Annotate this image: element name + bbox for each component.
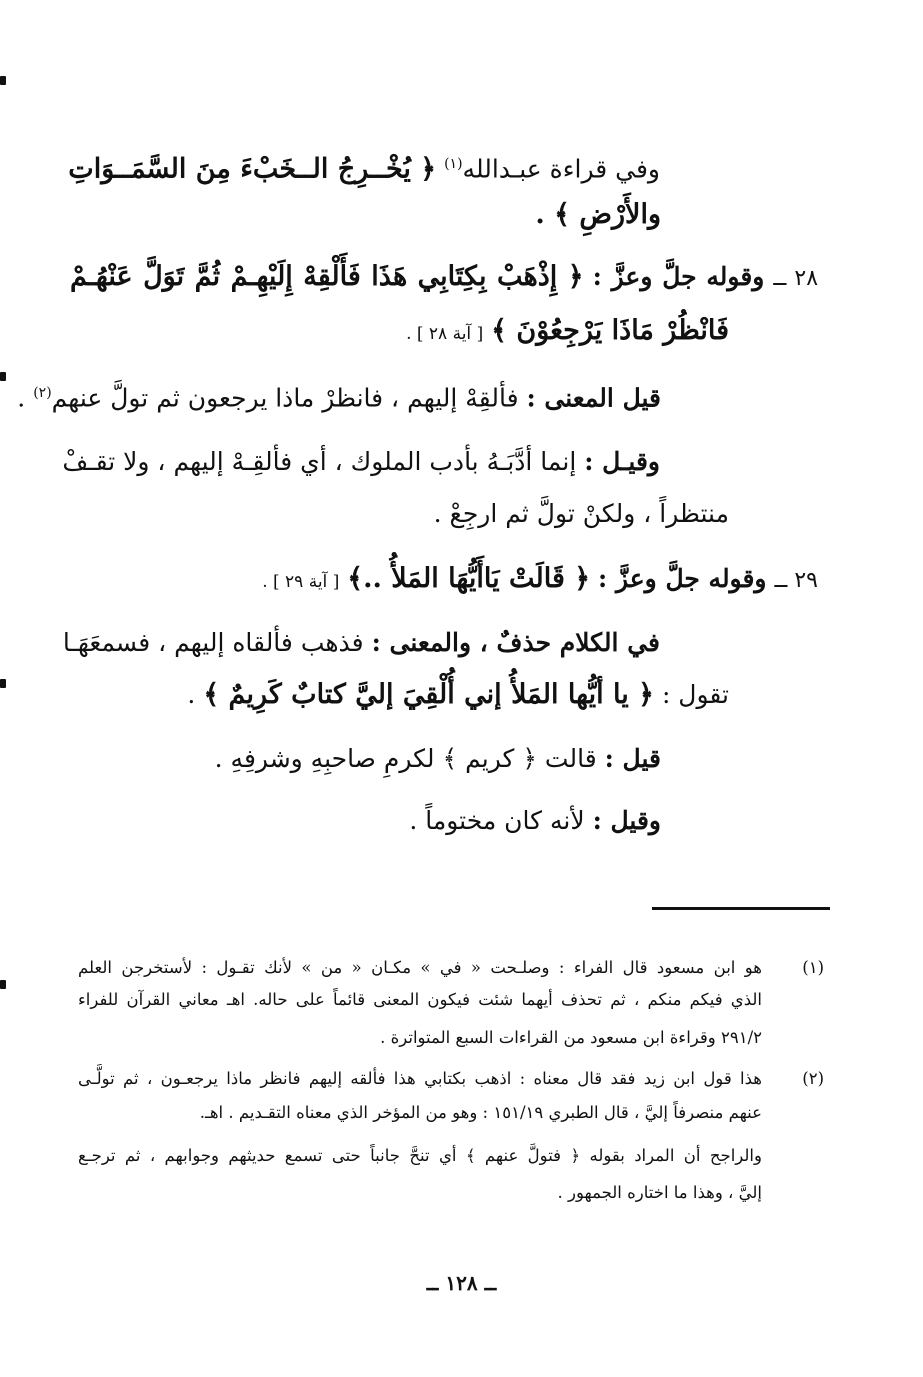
text-span: قالت ﴿ كريم ﴾ لكرمِ صاحبِهِ وشرفِهِ . [214, 744, 597, 773]
body-line [17, 374, 661, 417]
footnote-ref: (٢) [33, 385, 52, 401]
label: قيل المعنى : [526, 383, 661, 413]
body-line [68, 145, 660, 188]
label: وقيل : [592, 806, 661, 835]
verse-intro: وقوله جلَّ وعزَّ : [598, 564, 767, 593]
quran-quote: والأَرْضِ ﴾ . [535, 199, 661, 230]
text-span: تقول : [661, 680, 729, 709]
footnote-line: إليَّ ، وهذا ما اختاره الجمهور . [557, 1183, 762, 1202]
verse-number: ٢٨ ــ [773, 266, 819, 291]
verse-reference: [ آية ٢٨ ] . [406, 324, 484, 344]
verse-heading-28 [70, 258, 818, 298]
text-span: . [187, 680, 204, 709]
quran-quote: ﴿ إِذْهَبْ بِكِتَابِي هَذَا فَأَلْقِهْ إِلَيْهِـمْ ثُمَّ تَوَلَّ عَنْهُـمْ [70, 261, 584, 292]
body-line [535, 196, 661, 234]
quran-quote: ﴿ يا أيُّها المَلأُ إني أُلْقِيَ إليَّ كتابٌ كَرِيمٌ ﴾ [203, 679, 654, 710]
body-line [187, 676, 729, 714]
text-span: فذهب فألقاه إليهم ، فسمعَهَـا [62, 628, 364, 657]
footnote-line: هذا قول ابن زيد فقد قال معناه : اذهب بكتابي هذا فألقه إليهم فانظر ماذا يرجعـون ، ثم تولَّـى [78, 1069, 762, 1088]
verse-reference: [ آية ٢٩ ] . [262, 572, 340, 592]
body-line [62, 624, 660, 662]
text-span: فألقِهْ إليهم ، فانظرْ ماذا يرجعون ثم تولَّ عنهم [51, 383, 519, 413]
label: في الكلام حذفٌ ، والمعنى : [371, 628, 660, 657]
body-line [434, 495, 729, 533]
footnote-line: والراجح أن المراد بقوله ﴿ فتولَّ عنهم ﴾ أي تنحَّ جانباً حتى تسمع حديثهم وجوابهم ، ثم ترجـع [78, 1146, 762, 1165]
footnote-separator [652, 907, 830, 910]
quran-quote: ﴿ قَالَتْ يَاأَيُّهَا المَلأُ ..﴾ [347, 563, 591, 594]
footnote-number: (٢) [802, 1069, 824, 1088]
text-span: وفي قراءة عبـدالله [462, 154, 660, 184]
text-span: منتظراً ، ولكنْ تولَّ ثم ارجِعْ . [433, 499, 729, 528]
body-line [409, 802, 661, 840]
footnote-line: هو ابن مسعود قال الفراء : وصلـحت « في » مكـان « من » لأنك تقـول : لأستخرجن العلم [78, 958, 762, 977]
verse-heading-29 [262, 560, 818, 601]
label: قيل : [604, 744, 661, 773]
footnote-line: عنهم منصرفاً إليَّ ، قال الطبري ١٥١/١٩ : وهو من المؤخر الذي معناه التقـديم . اهـ. [199, 1103, 762, 1122]
body-line [215, 740, 661, 778]
text-span: . [17, 383, 34, 413]
body-line [62, 443, 660, 481]
quran-quote: ﴿ يُخْــرِجُ الــخَبْءَ مِنَ السَّمَــوَاتِ [68, 153, 437, 185]
page-number: ــ ١٢٨ ــ [426, 1271, 497, 1295]
quran-quote: فَانْظُرْ مَاذَا يَرْجِعُوْنَ ﴾ [491, 315, 729, 346]
footnote-line: الذي فيكم منكم ، ثم تحذف أيهما شئت فيكون المعنى قائماً على حاله. اهـ معاني القرآن للفراء [78, 990, 762, 1009]
label: وقيـل : [584, 447, 660, 476]
verse-intro: وقوله جلَّ وعزَّ : [592, 262, 765, 291]
body-line [406, 312, 729, 353]
verse-number: ٢٩ ــ [774, 568, 818, 593]
footnote-line: ٢٩١/٢ وقراءة ابن مسعود من القراءات السبع المتواترة . [380, 1028, 762, 1047]
margin-mark [0, 679, 6, 688]
margin-mark [0, 372, 6, 381]
text-span: لأنه كان مختوماً . [409, 806, 585, 835]
footnote-number: (١) [802, 958, 824, 977]
margin-mark [0, 980, 6, 989]
margin-mark [0, 76, 6, 85]
footnote-ref: (١) [444, 156, 463, 172]
text-span: إنما أدَّبَـهُ بأدب الملوك ، أي فألقِـهْ إليهم ، ولا تقـفْ [62, 447, 577, 476]
